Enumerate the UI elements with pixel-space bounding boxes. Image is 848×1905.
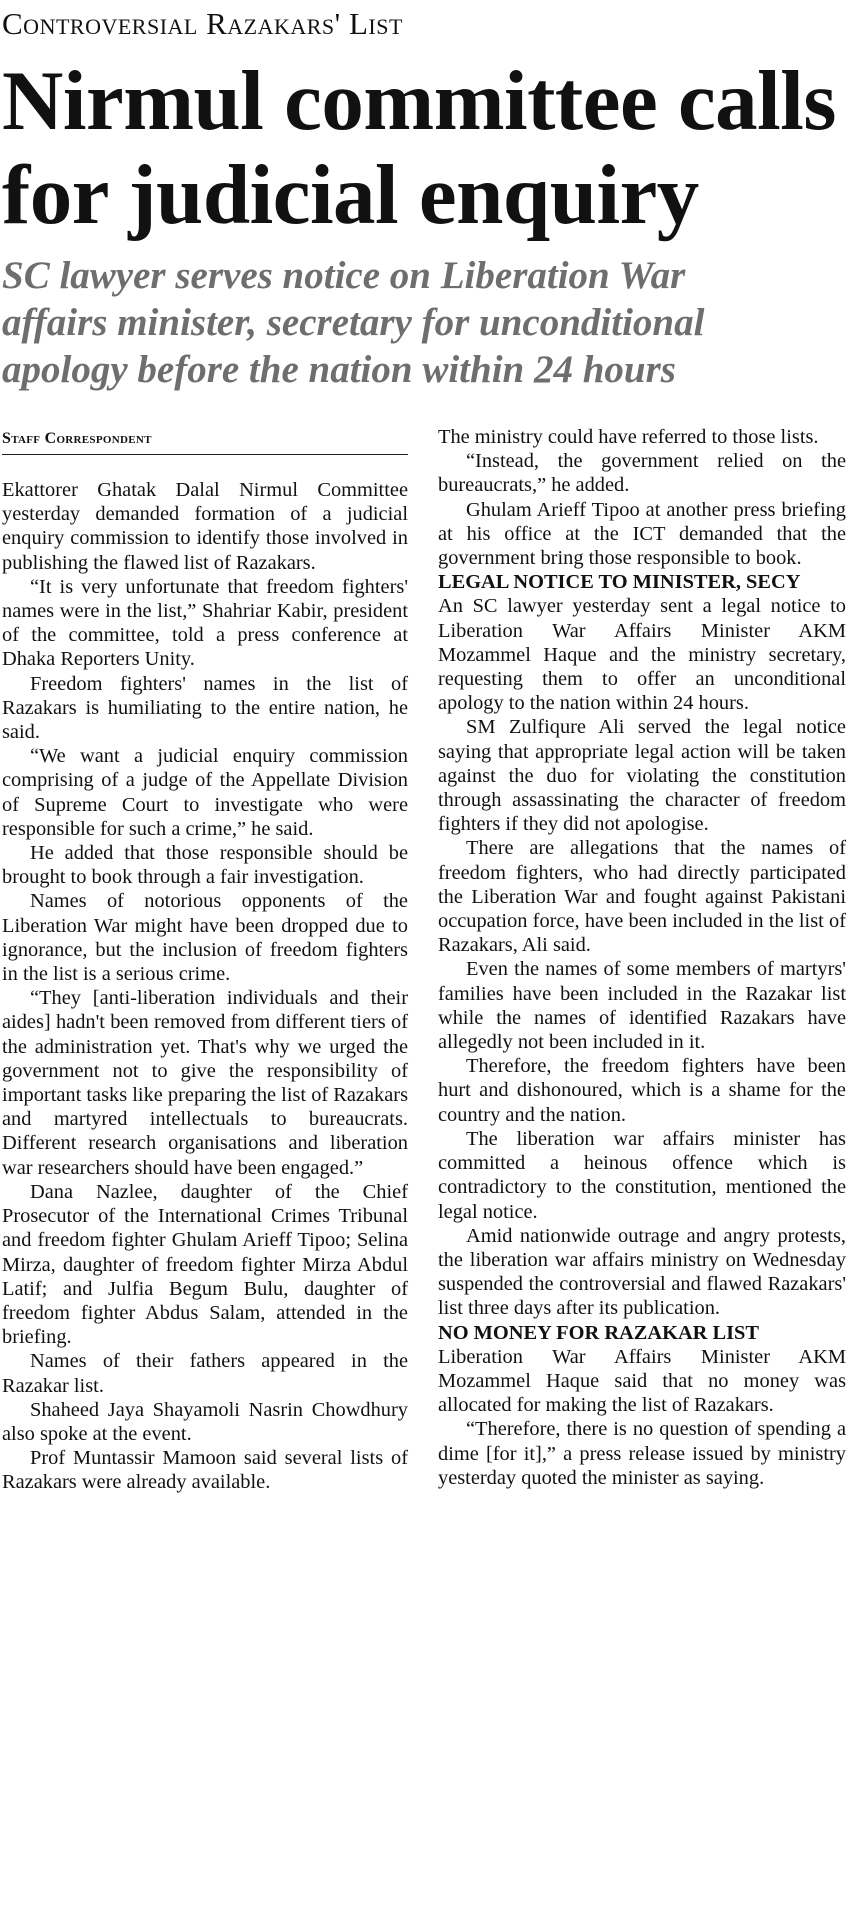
paragraph: Even the names of some members of martyrs' families have been included in the Razakar list while the names of identified Razakars have allegedly not been included in it. xyxy=(438,958,846,1054)
subheading-no-money: NO MONEY FOR RAZAKAR LIST xyxy=(438,1321,759,1344)
paragraph: Freedom fighters' names in the list of Razakars is humiliating to the entire nation, he said. xyxy=(2,672,408,744)
deck-line-1: SC lawyer serves notice on Liberation War xyxy=(2,254,686,297)
paragraph: An SC lawyer yesterday sent a legal notice to Liberation War Affairs Minister AKM Mozammel Haque and the ministry secretary, requesting them to offer an unconditional apology to the nation within 24 hours. xyxy=(438,595,846,715)
paragraph: “We want a judicial enquiry commission comprising of a judge of the Appellate Division of Supreme Court to investigate who were responsible for such a crime,” he said. xyxy=(2,745,408,840)
paragraph: Names of notorious opponents of the Liberation War might have been dropped due to ignorance, but the inclusion of freedom fighters in the list is a serious crime. xyxy=(2,890,408,986)
deck-line-2: affairs minister, secretary for unconditional xyxy=(2,301,705,344)
paragraph: Ghulam Arieff Tipoo at another press briefing at his office at the ICT demanded that the government bring those responsible to book. xyxy=(438,498,846,570)
paragraph: Amid nationwide outrage and angry protests, the liberation war affairs ministry on Wednesday suspended the controversial and flawed Razakars' list three days after its publication. xyxy=(438,1224,846,1320)
left-column xyxy=(2,478,408,1495)
paragraph: “It is very unfortunate that freedom fighters' names were in the list,” Shahriar Kabir, president of the committee, told a press conference at Dhaka Reporters Unity. xyxy=(2,575,408,671)
right-column xyxy=(438,425,846,1490)
paragraph: Names of their fathers appeared in the Razakar list. xyxy=(2,1350,408,1397)
deck-line-3: apology before the nation within 24 hours xyxy=(2,348,676,391)
paragraph: Dana Nazlee, daughter of the Chief Prosecutor of the International Crimes Tribunal and freedom fighter Ghulam Arieff Tipoo; Selina Mirza, daughter of freedom fighter Mirza Abdul Latif; and Julfia Begum Bulu, daughter of freedom fighter Abdus Salam, attended in the briefing. xyxy=(2,1180,408,1349)
paragraph: There are allegations that the names of freedom fighters, who had directly participated the Liberation War and fought against Pakistani occupation force, have been included in the list of Razakars, Ali said. xyxy=(438,837,846,957)
subheading-legal-notice: LEGAL NOTICE TO MINISTER, SECY xyxy=(438,571,801,594)
paragraph: Liberation War Affairs Minister AKM Mozammel Haque said that no money was allocated for making the list of Razakars. xyxy=(438,1345,846,1417)
headline-line-2: for judicial enquiry xyxy=(2,148,699,242)
deck xyxy=(2,252,848,393)
byline: Staff Correspondent xyxy=(2,430,408,455)
paragraph: Prof Muntassir Mamoon said several lists of Razakars were already available. xyxy=(2,1447,408,1494)
paragraph: He added that those responsible should be brought to book through a fair investigation. xyxy=(2,842,408,889)
paragraph: “They [anti-liberation individuals and their aides] hadn't been removed from different tiers of the administration yet. That's why we urged the government not to give the responsibility of important tasks like preparing the list of Razakars and martyred intellectuals to bureaucrats. Different research organisations and liberation war researchers should have been engaged.” xyxy=(2,987,409,1179)
paragraph: Therefore, the freedom fighters have been hurt and dishonoured, which is a shame for the country and the nation. xyxy=(438,1055,846,1126)
paragraph: The ministry could have referred to those lists. xyxy=(438,426,819,448)
paragraph: “Therefore, there is no question of spending a dime [for it],” a press release issued by ministry yesterday quoted the minister as saying. xyxy=(438,1418,846,1489)
paragraph: SM Zulfiqure Ali served the legal notice saying that appropriate legal action will be taken against the duo for violating the constitution through assassinating the character of freedom fighters if they did not apologise. xyxy=(438,716,846,836)
paragraph: The liberation war affairs minister has committed a heinous offence which is contradictory to the constitution, mentioned the legal notice. xyxy=(438,1127,846,1223)
paragraph: Shaheed Jaya Shayamoli Nasrin Chowdhury also spoke at the event. xyxy=(2,1398,408,1445)
headline-line-1: Nirmul committee calls xyxy=(2,54,836,148)
headline xyxy=(2,54,848,242)
paragraph: Ekattorer Ghatak Dalal Nirmul Committee yesterday demanded formation of a judicial enquiry commission to identify those involved in publishing the flawed list of Razakars. xyxy=(2,479,408,574)
paragraph: “Instead, the government relied on the bureaucrats,” he added. xyxy=(438,450,846,497)
kicker: Controversial Razakars' List xyxy=(2,6,403,41)
